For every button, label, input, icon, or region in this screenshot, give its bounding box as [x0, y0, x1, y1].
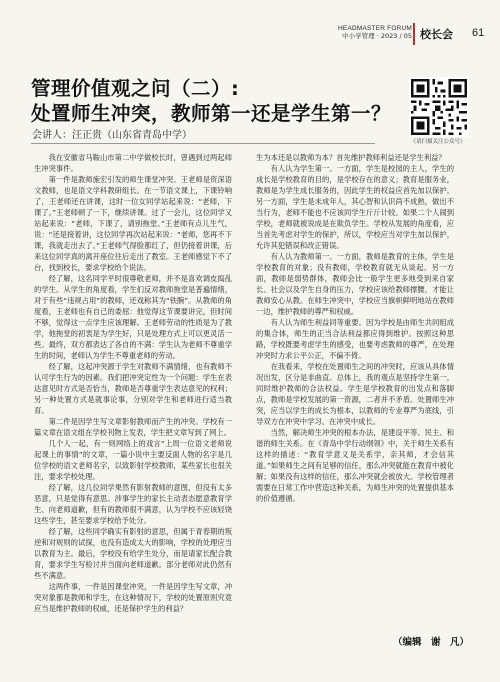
body-paragraph: 有人认为教师第一。一方面，教师是教育的主体，学生是学校教育的对象；没有教师，学校教育就无从谈起。另一方面，教师是弱势群体，教师会比一般学生更多地受到来自家长、社会以及学生自身的压力，学校应该给教师撑腰，才能让教师安心从教。在师生冲突中，学校应当旗帜鲜明地站在教师一边，维护教师的尊严和权威。	[256, 252, 454, 316]
article-title-line2: 处置师生冲突，教师第一还是学生第一？	[31, 102, 392, 125]
header-divider	[413, 23, 415, 45]
body-paragraph: 经了解，这名同学平时很尊敬老师，并不是喜欢调皮捣乱的学生。从学生的角度看，学生们反对教师拖堂是普遍情绪，对于有些“违规占用”的教师，还戏称其为“铁腕”。从教师的角度看，王老师也有自己的委屈：他觉得这节课要讲完，但时间不够，觉得这一点学生应该理解。王老师劳动的性质是为了教学，他拖堂的初衷是为学生好，只是处理方式上可以更灵活一些。最终，双方都表达了各自的不满：学生认为老师不尊重学生的时间，老师认为学生不尊重老师的劳动。	[34, 274, 232, 360]
editor-credit: （编辑 谢 凡）	[393, 637, 470, 648]
body-paragraph: 经了解，这些同学确实有影射的意思，但属于青春期的叛逆和对规则的试探，也没有造成太大的影响，学校的处理应当以教育为主。最后，学校没有给学生处分，而是请家长配合教育，要求学生写检讨并当面向老师道歉。部分老师对此仍然有些不满意。	[34, 527, 232, 580]
article-body-right-column	[256, 152, 454, 504]
body-paragraph: 这两件事，一件是因课堂冲突，一件是因学生写文章，冲突对象都是教师和学生，在这种情况下，学校的处置原则究竟应当是维护教师的权威，还是保护学生的利益？	[34, 582, 232, 613]
body-paragraph: 当然，解决师生冲突的根本办法，是建设平等、民主、和谐的师生关系。在《青岛中学行动纲领》中，关于师生关系有这样的描述：“教育学意义是关系学，亲其师，才会信其道。”如果师生之间有足够的信任，那么冲突就能在教育中被化解；如果没有这样的信任，那么冲突就会被放大。学校管理者需要在日常工作中营造这种关系，为师生冲突的处置提供基本的价值遵循。	[256, 428, 454, 503]
body-paragraph: 第一件是教师施宏引发的师生课堂冲突。王老师是资深语文教师，也是语文学科教研组长。在一节语文课上，下课铃响了，王老师还在讲课，这时一位女同学站起来说：“老师，下课了。”王老师顿了一下，继续讲课。过了一会儿，这位同学又站起来说：“老师，下课了，请别拖堂。”王老师有点儿生气，说：“还是接着讲，这位同学再次站起来说：“老师，您再不下课，我就走出去了。”王老师气得脸都红了，但仍接着讲课，后来这位同学真的离开座位往后走出了教室。王老师感觉下不了台，找到校长，要求学校给个说法。	[34, 175, 232, 272]
magazine-masthead	[338, 26, 412, 40]
magazine-name-en: HEADMASTER FORUM	[338, 25, 412, 32]
article-title-line1: 管理价值观之问（二）:	[31, 77, 240, 100]
magazine-issue: 中小学管理 · 2023 / 05	[342, 31, 412, 40]
body-paragraph: 几个人一起，有一则网络上的戏言“上周一位语文老师说起课上的事情”的文章，一篇小说中主要反面人物的名字是几位学校的语文老师名字，以致影射学校教师，某些家长也很关注，要求学校处理。	[34, 439, 232, 481]
body-paragraph: 第二件是因学生写文章影射教师而产生的冲突。学校有一篇文章在语文组在学校刊物上发表，学生把文章写到了网上。	[34, 417, 232, 437]
qr-caption: 《请扫描关注公众号》	[410, 139, 466, 145]
body-paragraph: 有人认为师生利益同等重要。因为学校是由师生共同组成的集合体，师生的正当合法利益都应得到维护。按照这种思路，学校既要考虑学生的感受，也要考虑教师的尊严，在处理冲突时力求公平公正，不偏不倚。	[256, 318, 454, 360]
body-paragraph: 在我看来，学校在处置师生之间的冲突时，应该从具体情况出发，区分是非曲直。总体上，我的观点是坚持学生第一，同时维护教师的合法权益。学生是学校教育的出发点和落脚点，教师是学校发展的第一资源，二者并不矛盾。处置师生冲突，应当以学生的成长为根本，以教师的专业尊严为底线，引导双方在冲突中学习、在冲突中成长。	[256, 362, 454, 426]
title-divider	[31, 143, 375, 144]
article-author: 会讲人：汪正贵（山东省青岛中学）	[32, 130, 192, 141]
qr-code-icon	[409, 77, 469, 137]
body-paragraph: 有人认为学生第一。一方面，学生是校园的主人，学生的成长是学校教育的目的，是学校存在的意义；教育是服务业，教师是为学生成长服务的，因此学生的权益应首先加以保护。另一方面，学生是未成年人，其心智和认识尚不成熟，做出不当行为，老师不能也不应该同学生斤斤计较。如果二个人闹到学校，老师就被说成是在欺负学生。学校从发展的角度看，应当首先考虑对学生的保护，所以，学校应当对学生加以保护，允许其犯错误和改正错误。	[256, 164, 454, 250]
page-number: 61	[472, 27, 485, 39]
section-name: 校长会	[420, 28, 453, 41]
article-body-left-column	[34, 152, 232, 614]
body-paragraph: 我在安徽省马鞍山市第二中学做校长时，曾遇到过两起师生冲突事件。	[34, 153, 232, 173]
body-paragraph: 经了解，这几位同学果然有影射教师的意图，但没有太多恶意，只是觉得有意思。涉事学生的家长主动表态愿意教育学生、向老师道歉，但有的教师很不满意，认为学校不应该轻饶这些学生，甚至要求学校给予处分。	[34, 483, 232, 525]
body-paragraph: 生为本还是以教师为本？首先维护教师利益还是学生利益？	[256, 153, 446, 162]
body-paragraph: 经了解，这起冲突源于学生对教师不满情绪，也有教师不认可学生行为的因素。我们把冲突定性为一个问题：学生在表达意见时方式是否恰当，教师是否尊重学生表达意见的权利；另一种处置方式是就事论事，分别对学生和老师进行适当教育。	[34, 362, 232, 415]
